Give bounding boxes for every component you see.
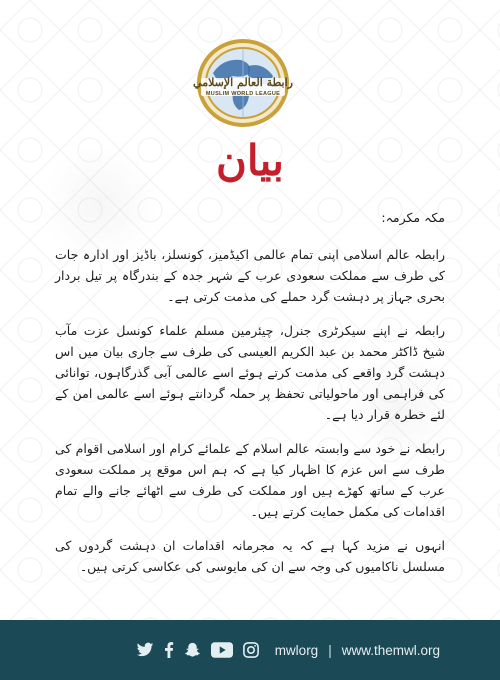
paragraph-3: رابطہ نے خود سے وابستہ عالم اسلام کے علمائے کرام اور اسلامی اقوام کی طرف سے اس عزم کا اظہار کیا ہے کہ ہم اس موقع پر مملکت سعودی عرب کے ساتھ کھڑے ہیں اور مملکت کی طرف سے اٹھائے جانے والے تمام اقدامات کی مکمل حمایت کرتے ہیں۔: [55, 441, 445, 519]
twitter-icon[interactable]: [136, 642, 154, 658]
website-link[interactable]: www.themwl.org: [341, 642, 440, 658]
facebook-icon[interactable]: [164, 642, 174, 658]
footer-separator: |: [328, 642, 332, 658]
social-row: [136, 640, 440, 660]
paragraph-1: رابطہ عالم اسلامی اپنی تمام عالمی اکیڈمیز، کونسلز، باڈیز اور ادارہ جات کی طرف سے مملکت سعودی عرب کے شہر جدہ کے بندرگاہ پر تیل بردار بحری جہاز پر دہشت گرد حملے کی مذمت کرتی ہے۔: [55, 247, 445, 304]
instagram-icon[interactable]: [243, 642, 259, 658]
logo-arabic-text: رابطة العالم الإسلامي: [193, 76, 293, 89]
dateline: مکہ مکرمہ:: [381, 210, 445, 225]
footer-bar: [0, 620, 500, 680]
mwl-logo: [193, 38, 293, 128]
snapchat-icon[interactable]: [184, 642, 201, 658]
paragraph-2: رابطہ نے اپنے سیکرٹری جنرل، چیئرمین مسلم علماء کونسل عزت مآب شیخ ڈاکٹر محمد بن عبد الکریم العیسی کی طرف سے جاری بیان میں اس دہشت گرد واقعے کی مذمت کرتے ہوئے اسے عالمی آبی گذرگاہوں، توانائی کی فراہمی اور ماحولیاتی تحفظ پر حملہ گردانتے ہوئے اسے عالمی امن کے لئے خطرہ قرار دیا ہے۔: [55, 323, 445, 422]
social-handle[interactable]: mwlorg: [274, 642, 319, 658]
youtube-icon[interactable]: [211, 642, 233, 658]
page-title: بیان: [215, 136, 284, 185]
paragraph-4: انہوں نے مزید کہا ہے کہ یہ مجرمانہ اقدامات ان دہشت گردوں کی مسلسل ناکامیوں کی وجہ سے ان کی مایوسی کی عکاسی کرتی ہیں۔: [55, 538, 445, 574]
logo-english-text: MUSLIM WORLD LEAGUE: [205, 91, 281, 97]
statement-body: [55, 208, 445, 590]
